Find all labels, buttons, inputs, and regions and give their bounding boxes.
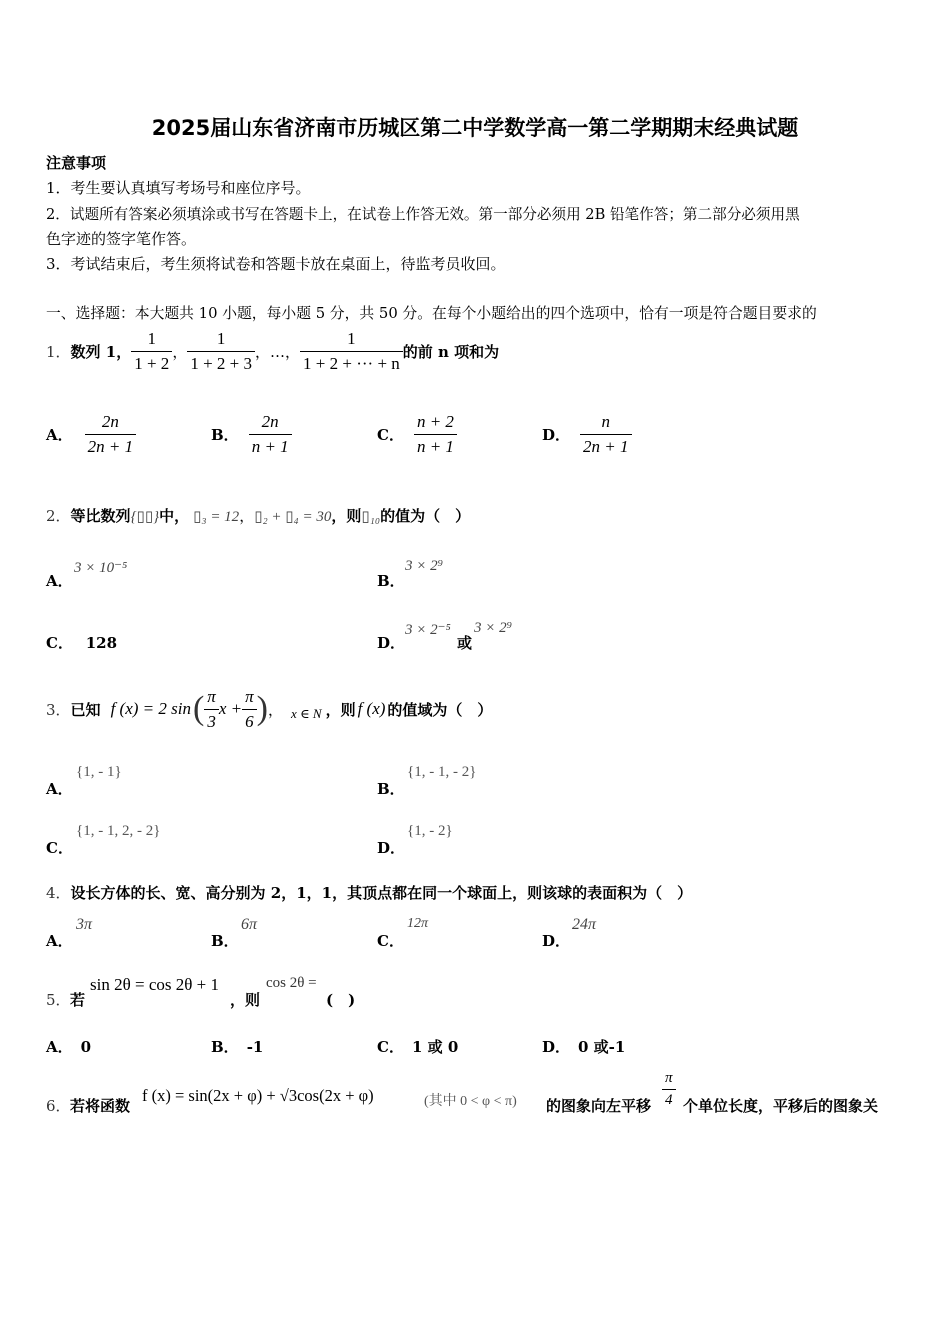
fraction-denominator: 6 xyxy=(245,711,254,731)
q6-text-c: 个单位长度，平移后的图象关 xyxy=(683,1097,879,1115)
q5-text-a: 若 xyxy=(70,991,86,1009)
option-label: A． xyxy=(46,572,73,590)
q2-condition-2: ▯₂ + ▯₄ = 30 xyxy=(254,509,332,525)
option-label: C． xyxy=(377,1038,404,1056)
question-number: 4． xyxy=(46,884,71,902)
notice-item: 色字迹的签字笔作答。 xyxy=(46,230,197,248)
q3-fraction-1 xyxy=(204,687,219,732)
option-value: 6π xyxy=(241,916,258,933)
option-label: C． xyxy=(46,839,73,857)
q1-text-b: 的前 n 项和为 xyxy=(402,342,500,361)
q1-separator: ， xyxy=(172,342,188,361)
q6-note: (其中 0 < φ < π) xyxy=(424,1094,517,1109)
question-number: 6． xyxy=(46,1097,71,1115)
option-value: 3 × 2⁹ xyxy=(405,558,443,574)
q2-option-d[interactable] xyxy=(377,620,537,652)
q2-target: ▯₁₀ xyxy=(361,509,381,525)
question-number: 5． xyxy=(46,991,71,1009)
fraction-denominator: 1 + 2 + 3 xyxy=(190,353,253,373)
option-label: B． xyxy=(211,932,239,950)
q4-option-d[interactable] xyxy=(542,916,692,950)
fraction-denominator: 1 + 2 + ··· + n xyxy=(303,353,400,373)
fraction-numerator: π xyxy=(662,1070,676,1090)
q5-option-a[interactable] xyxy=(46,1036,91,1057)
q3-option-c[interactable] xyxy=(46,821,266,855)
notice-item: 1．考生要认真填写考场号和座位序号。 xyxy=(46,179,311,197)
option-value: 12π xyxy=(407,916,429,931)
option-fraction xyxy=(85,412,136,457)
question-1-stem xyxy=(46,328,499,374)
fraction-numerator: 2n xyxy=(249,412,292,435)
fraction-numerator: 1 xyxy=(131,329,172,352)
q6-text-a: 若将函数 xyxy=(70,1097,131,1115)
option-value: 3 × 2⁹ xyxy=(474,620,512,636)
fraction-numerator: 1 xyxy=(187,329,255,352)
q1-option-a[interactable] xyxy=(46,410,136,458)
fraction-denominator: 2n + 1 xyxy=(87,436,134,456)
option-value: 128 xyxy=(85,634,118,652)
q2-text-a: 等比数列 xyxy=(70,507,131,525)
left-paren: ( xyxy=(192,690,205,727)
option-fraction xyxy=(249,412,292,457)
q1-fraction-3 xyxy=(300,329,403,374)
set-elements: 1, - 1, - 2 xyxy=(414,764,470,780)
option-value: {1, - 2} xyxy=(407,823,453,839)
section-heading: 一、选择题：本大题共 10 小题，每小题 5 分，共 50 分。在每个小题给出的四个选项中，恰有一项是符合题目要求的 xyxy=(46,305,817,322)
option-label: D． xyxy=(542,932,571,950)
option-label: B． xyxy=(211,425,239,444)
question-5-stem xyxy=(46,975,466,1011)
q2-text-c: ，则 xyxy=(331,507,362,525)
option-fraction xyxy=(414,412,457,457)
question-number: 2． xyxy=(46,507,71,525)
fraction-numerator: π xyxy=(242,687,257,710)
option-label: B． xyxy=(377,572,405,590)
q3-text-a: 已知 xyxy=(70,700,101,719)
option-value: {1, - 1, 2, - 2} xyxy=(76,823,161,839)
option-value: 3 × 10⁻⁵ xyxy=(74,560,128,576)
q4-option-b[interactable] xyxy=(211,916,361,950)
fraction-numerator: 1 xyxy=(300,329,403,352)
q3-fraction-2 xyxy=(242,687,257,732)
question-6-stem xyxy=(46,1070,926,1118)
fraction-denominator: 4 xyxy=(665,1092,673,1108)
option-value: {1, - 1, - 2} xyxy=(407,764,477,780)
q3-function-2: f (x) xyxy=(357,699,386,718)
option-value: -1 xyxy=(246,1038,264,1056)
q1-text-a: 数列 1， xyxy=(70,342,132,361)
option-label: C． xyxy=(377,425,404,444)
fraction-denominator: 2n + 1 xyxy=(583,436,629,456)
right-paren: ) xyxy=(256,690,268,727)
q3-x-plus: x + xyxy=(218,699,243,718)
q5-option-b[interactable] xyxy=(211,1036,263,1057)
set-elements: 1, - 1, 2, - 2 xyxy=(83,823,154,839)
option-or: 或 xyxy=(457,634,473,652)
question-4-stem xyxy=(46,882,692,903)
q1-option-b[interactable] xyxy=(211,410,292,458)
option-label: D． xyxy=(542,425,571,444)
option-value: 0 xyxy=(80,1038,92,1056)
option-label: A． xyxy=(46,425,73,444)
q4-option-c[interactable] xyxy=(377,916,527,950)
option-label: A． xyxy=(46,780,73,798)
option-value: 3π xyxy=(76,916,93,933)
q2-comma: ， xyxy=(239,507,255,525)
option-label: A． xyxy=(46,932,73,950)
set-elements: 1, - 1 xyxy=(83,764,115,780)
q3-text-c: 的值域为（ ） xyxy=(387,700,493,719)
option-value: {1, - 1} xyxy=(76,764,122,780)
option-label: C． xyxy=(377,932,404,950)
option-label: D． xyxy=(377,839,406,857)
q1-fraction-2 xyxy=(187,329,255,374)
option-value: 1 或 0 xyxy=(411,1038,459,1056)
fraction-numerator: n + 2 xyxy=(414,412,457,435)
page-title: 2025届山东省济南市历城区第二中学数学高一第二学期期末经典试题 xyxy=(151,116,799,140)
option-label: D． xyxy=(377,634,406,652)
q5-condition: sin 2θ = cos 2θ + 1 xyxy=(90,975,219,994)
option-value: 3 × 2⁻⁵ xyxy=(405,622,451,638)
option-label: B． xyxy=(377,780,405,798)
fraction-numerator: π xyxy=(204,687,219,710)
q3-function: f (x) = 2 sin xyxy=(110,699,191,718)
option-value: 0 或-1 xyxy=(578,1038,626,1056)
question-number: 3． xyxy=(46,700,71,719)
notice-heading: 注意事项 xyxy=(46,154,107,172)
question-number: 1． xyxy=(46,342,71,361)
option-fraction xyxy=(580,412,631,457)
notice-item: 2．试题所有答案必须填涂或书写在答题卡上，在试卷上作答无效。第一部分必须用 2B 铅笔作答；第二部分必须用黑 xyxy=(46,206,800,223)
set-elements: 1, - 2 xyxy=(414,823,446,839)
q3-option-d[interactable] xyxy=(377,821,577,855)
fraction-denominator: n + 1 xyxy=(416,436,454,456)
q5-text-b: ，则 xyxy=(230,991,261,1009)
question-3-stem xyxy=(46,684,492,734)
q5-target: cos 2θ = xyxy=(266,975,317,991)
fraction-numerator: 2n xyxy=(85,412,136,435)
fraction-denominator: 3 xyxy=(207,711,216,731)
question-2-stem xyxy=(46,505,470,526)
notice-item: 3．考试结束后，考生须将试卷和答题卡放在桌面上，待监考员收回。 xyxy=(46,255,506,273)
q3-domain: x ∈ N xyxy=(290,706,322,721)
option-label: D． xyxy=(542,1038,571,1056)
q6-text-b: 的图象向左平移 xyxy=(546,1097,652,1115)
q2-text-d: 的值为（ ） xyxy=(380,507,471,525)
q2-text-b: 中， xyxy=(159,507,190,525)
q5-paren: ( ) xyxy=(326,991,356,1009)
q2-sequence: {▯▯} xyxy=(130,509,160,525)
q5-option-c[interactable] xyxy=(377,1036,458,1057)
q2-option-c[interactable] xyxy=(46,632,117,653)
fraction-numerator: n xyxy=(580,412,631,435)
q3-option-a[interactable] xyxy=(46,762,246,796)
q3-comma: ， xyxy=(267,700,283,719)
option-label: C． xyxy=(46,634,73,652)
q1-option-c[interactable] xyxy=(377,410,457,458)
q6-fraction xyxy=(662,1070,676,1109)
q4-option-a[interactable] xyxy=(46,916,196,950)
q4-text: 设长方体的长、宽、高分别为 2，1，1，其顶点都在同一个球面上，则该球的表面积为（ ） xyxy=(70,884,693,902)
q1-option-d[interactable] xyxy=(542,410,632,458)
q2-condition-1: ▯₃ = 12 xyxy=(193,509,240,525)
fraction-denominator: 1 + 2 xyxy=(134,353,170,373)
q6-function: f (x) = sin(2x + φ) + √3cos(2x + φ) xyxy=(142,1086,374,1105)
q3-text-b: ，则 xyxy=(325,700,356,719)
option-label: B． xyxy=(211,1038,239,1056)
q5-option-d[interactable] xyxy=(542,1036,625,1057)
q1-dots: ，…， xyxy=(255,342,301,361)
option-label: A． xyxy=(46,1038,73,1056)
q3-option-b[interactable] xyxy=(377,762,577,796)
fraction-denominator: n + 1 xyxy=(251,436,289,456)
option-value: 24π xyxy=(572,916,597,933)
q1-fraction-1 xyxy=(131,329,172,374)
